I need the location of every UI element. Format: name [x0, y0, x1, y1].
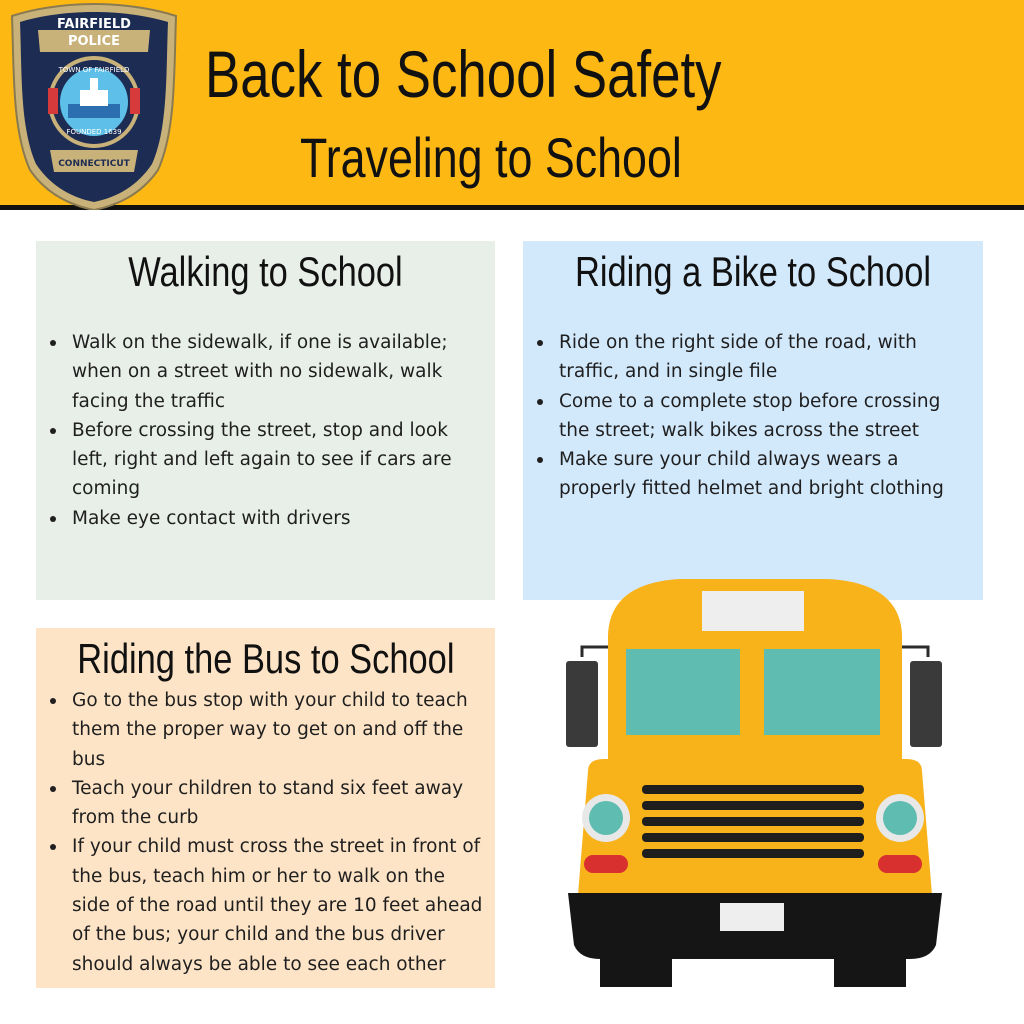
list-item: Walk on the sidewalk, if one is available; when on a street with no sidewalk, walk facing the traffic	[36, 328, 481, 416]
badge-founded-text: FOUNDED 1639	[66, 128, 122, 136]
list-item: Go to the bus stop with your child to teach them the proper way to get on and off the bus	[36, 686, 486, 774]
bus-tips-list	[36, 686, 486, 979]
list-item: Come to a complete stop before crossing the street; walk bikes across the street	[523, 387, 963, 446]
walking-title: Walking to School	[128, 248, 403, 295]
police-badge-icon	[8, 0, 180, 210]
page-subtitle: Traveling to School	[300, 126, 682, 189]
bus-title: Riding the Bus to School	[77, 635, 455, 682]
bus-panel	[36, 628, 495, 988]
list-item: Make sure your child always wears a properly fitted helmet and bright clothing	[523, 445, 963, 504]
badge-ring-text: TOWN OF FAIRFIELD	[58, 66, 130, 74]
list-item: Before crossing the street, stop and look left, right and left again to see if cars are coming	[36, 416, 481, 504]
badge-top-text: FAIRFIELD	[57, 17, 131, 32]
bike-tips-list	[523, 328, 963, 504]
bike-panel	[523, 241, 983, 600]
page-title: Back to School Safety	[205, 37, 722, 111]
list-item: If your child must cross the street in front of the bus, teach him or her to walk on the side of the road until they are 10 feet ahead of the bus; your child and the bus driver should always be able to see each other	[36, 832, 486, 978]
list-item: Make eye contact with drivers	[36, 504, 481, 533]
walking-panel	[36, 241, 495, 600]
list-item: Ride on the right side of the road, with traffic, and in single file	[523, 328, 963, 387]
walking-tips-list	[36, 328, 481, 533]
badge-bottom-text: CONNECTICUT	[58, 159, 130, 169]
header-banner	[0, 0, 1024, 210]
badge-top-text-2: POLICE	[67, 34, 121, 49]
bike-title: Riding a Bike to School	[574, 248, 932, 295]
list-item: Teach your children to stand six feet away from the curb	[36, 774, 486, 833]
school-bus-icon	[560, 575, 950, 995]
